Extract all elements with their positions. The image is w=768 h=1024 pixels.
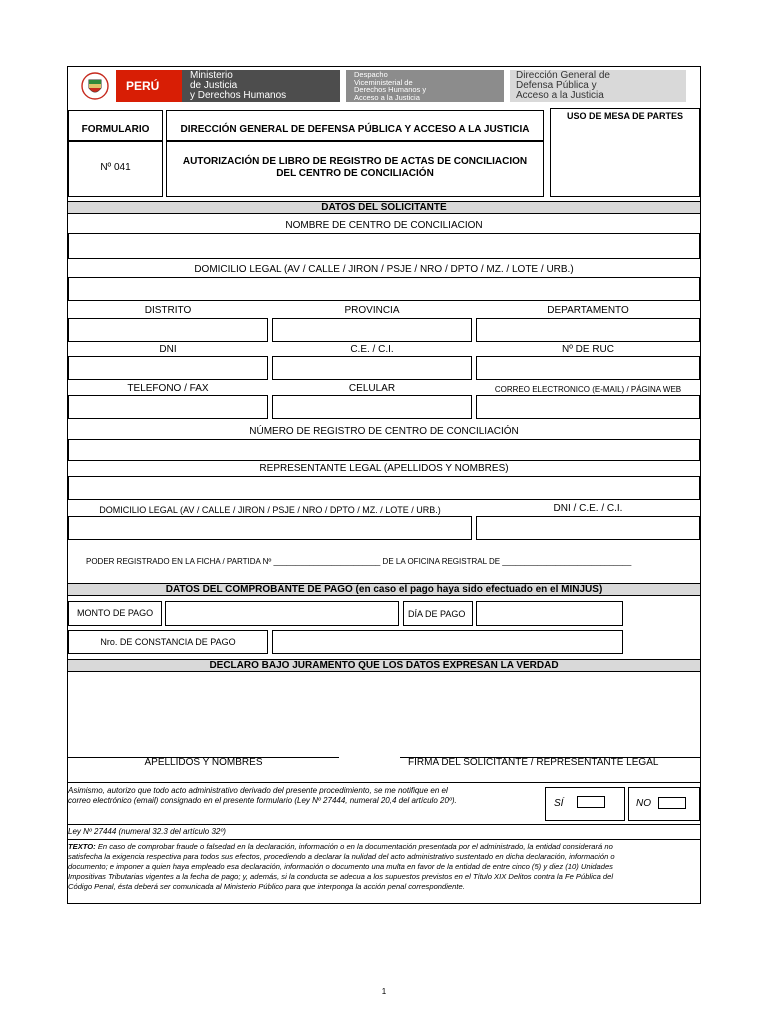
provincia-input[interactable] [272,318,472,342]
telefono-input[interactable] [68,395,268,419]
ley-reference: Ley Nº 27444 (numeral 32.3 del artículo 32º) [68,827,226,836]
ministry-name: Ministerio de Justicia y Derechos Humanos [190,70,287,101]
constancia-label-box [68,630,268,654]
page-number: 1 [381,987,387,996]
legal-line3: documento; e imponer a quien haya empleado esa declaración, información o documento una multa en favor de la entidad de entre cinco (5) y diez (10) Unidades [68,862,613,871]
celular-input[interactable] [272,395,472,419]
dia-label: DÍA DE PAGO [408,609,466,619]
texto-label: TEXTO: [68,842,96,851]
departamento-input[interactable] [476,318,700,342]
header-logos [70,70,686,102]
domicilio-legal-input[interactable] [68,277,700,301]
distrito-label: DISTRITO [144,305,192,316]
legal-line1-text: En caso de comprobar fraude o falsedad en la declaración, información o en la documentación presentada por el administrado, la entidad considerará no [95,842,613,851]
direction-block [510,70,686,102]
form-title-box [166,141,544,197]
form-title-line2: DEL CENTRO DE CONCILIACIÓN [276,168,434,179]
direction-title-box [166,110,544,141]
pago-section-title: DATOS DEL COMPROBANTE DE PAGO (en caso el pago haya sido efectuado en el MINJUS) [165,584,603,595]
departamento-label: DEPARTAMENTO [547,305,629,316]
legal-line5: Código Penal, ésta deberá ser comunicada al Ministerio Público para que interponga la acción penal correspondiente. [68,882,465,891]
legal-divider [68,824,700,825]
correo-label: CORREO ELECTRONICO (E-MAIL) / PÁGINA WEB [494,385,682,394]
monto-label-box [68,601,162,626]
dni-label: DNI [159,344,177,355]
peru-brand [116,70,182,102]
peru-shield-icon [78,71,112,101]
number-box [68,141,163,197]
si-option[interactable] [545,787,625,821]
domicilio-rep-input[interactable] [68,516,472,540]
formulario-label: FORMULARIO [81,124,150,135]
direction-title: DIRECCIÓN GENERAL DE DEFENSA PÚBLICA Y ACCESO A LA JUSTICIA [180,124,530,135]
dni-input[interactable] [68,356,268,380]
domicilio-legal-label: DOMICILIO LEGAL (AV / CALLE / JIRON / PSJE / NRO / DPTO / MZ. / LOTE / URB.) [194,264,574,275]
mesa-partes-label: USO DE MESA DE PARTES [566,111,683,121]
ministry-block [182,70,340,102]
vice-name: Despacho Viceministerial de Derechos Humanos y Acceso a la Justicia [354,70,427,102]
mesa-partes-box[interactable] [550,108,700,197]
declaracion-section-title: DECLARO BAJO JURAMENTO QUE LOS DATOS EXPRESAN LA VERDAD [209,660,559,671]
pago-section-bar [68,583,700,596]
declaracion-section-bar [68,659,700,672]
ruc-input[interactable] [476,356,700,380]
vice-block [346,70,504,102]
telefono-label: TELEFONO / FAX [127,383,209,394]
provincia-label: PROVINCIA [344,305,400,316]
si-checkbox[interactable] [577,796,605,808]
solicitante-section-bar [68,201,700,214]
dni-rep-label: DNI / C.E. / C.I. [553,503,623,514]
legal-line1 [68,842,613,852]
firma-label: FIRMA DEL SOLICITANTE / REPRESENTANTE LEGAL [408,757,659,768]
ce-ci-input[interactable] [272,356,472,380]
no-option[interactable] [628,787,700,821]
dni-rep-input[interactable] [476,516,700,540]
texto-divider [68,839,700,840]
notificacion-divider [68,782,700,783]
constancia-label: Nro. DE CONSTANCIA DE PAGO [100,637,236,647]
poder-line[interactable]: PODER REGISTRADO EN LA FICHA / PARTIDA Nº ________________________ DE LA OFICINA REGISTRAL DE _____________________________ [86,557,632,566]
notificacion-line1: Asimismo, autorizo que todo acto administrativo derivado del presente procedimiento, se me notifique en el [68,786,448,795]
notificacion-line2: correo electrónico (email) consignado en el presente formulario (Ley Nº 27444, numeral 20,4 del artículo 20º). [68,796,457,805]
constancia-input[interactable] [272,630,623,654]
solicitante-section-title: DATOS DEL SOLICITANTE [321,202,447,213]
registro-input[interactable] [68,439,700,461]
nombre-centro-label: NOMBRE DE CENTRO DE CONCILIACION [285,220,483,231]
correo-input[interactable] [476,395,700,419]
si-label: SÍ [554,798,564,809]
no-label: NO [636,798,651,809]
apellidos-label: APELLIDOS Y NOMBRES [144,757,263,768]
no-checkbox[interactable] [658,797,686,809]
monto-label: MONTO DE PAGO [77,608,154,618]
representante-input[interactable] [68,476,700,500]
monto-input[interactable] [165,601,399,626]
ce-ci-label: C.E. / C.I. [350,344,394,355]
direction-name: Dirección General de Defensa Pública y Acceso a la Justicia [516,70,610,101]
dia-label-box [403,601,473,626]
form-number: Nº 041 [100,162,131,173]
peru-label: PERÚ [126,79,160,93]
domicilio-rep-label: DOMICILIO LEGAL (AV / CALLE / JIRON / PSJE / NRO / DPTO / MZ. / LOTE / URB.) [99,505,441,515]
representante-label: REPRESENTANTE LEGAL (APELLIDOS Y NOMBRES) [259,463,509,474]
registro-label: NÚMERO DE REGISTRO DE CENTRO DE CONCILIACIÓN [249,426,519,437]
legal-line4: Impositivas Tributarias vigentes a la fecha de pago; y, además, si la conducta se adecua a los supuestos previstos en el Título XIX Delitos contra la Fe Pública del [68,872,614,881]
formulario-box [68,110,163,141]
nombre-centro-input[interactable] [68,233,700,259]
ruc-label: Nº DE RUC [562,344,614,355]
legal-line2: satisfecha la exigencia respectiva para todos sus efectos, procediendo a declarar la nulidad del acto administrativo sustentado en dicha declaración, información o [68,852,615,861]
celular-label: CELULAR [348,383,396,394]
distrito-input[interactable] [68,318,268,342]
dia-input[interactable] [476,601,623,626]
form-title-line1: AUTORIZACIÓN DE LIBRO DE REGISTRO DE ACTAS DE CONCILIACION [182,156,528,167]
